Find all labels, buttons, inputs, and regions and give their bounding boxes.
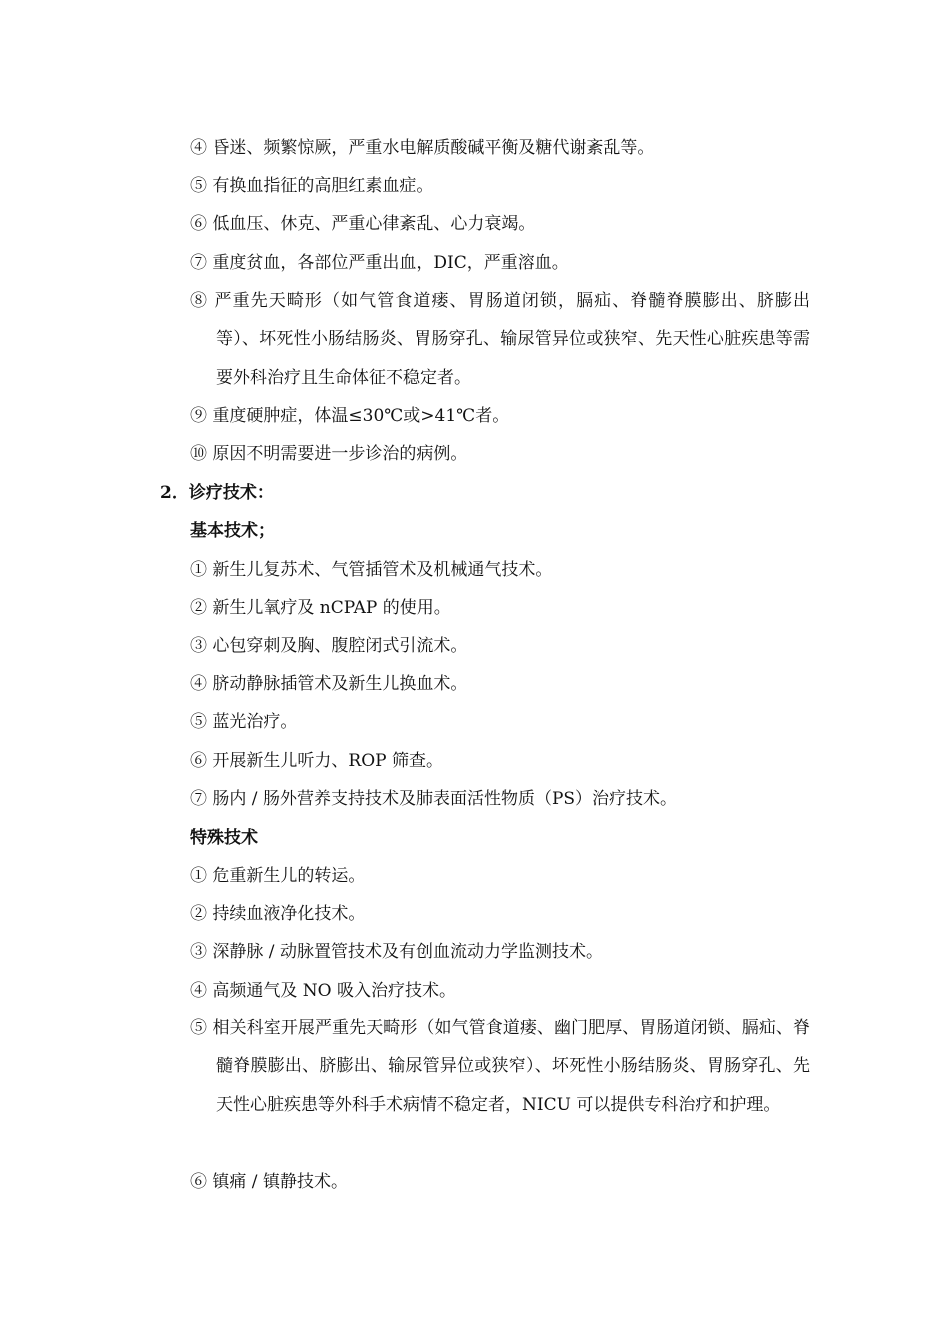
criteria-item-4: ④ 昏迷、频繁惊厥，严重水电解质酸碱平衡及糖代谢紊乱等。 — [190, 138, 655, 158]
basic-item-1: ① 新生儿复苏术、气管插管术及机械通气技术。 — [190, 560, 553, 580]
criteria-item-10: ⑩ 原因不明需要进一步诊治的病例。 — [190, 444, 468, 464]
basic-item-4: ④ 脐动静脉插管术及新生儿换血术。 — [190, 674, 468, 694]
basic-heading: 基本技术； — [190, 521, 275, 541]
section-title: 2．诊疗技术： — [160, 483, 274, 503]
special-item-3: ③ 深静脉 / 动脉置管技术及有创血流动力学监测技术。 — [190, 942, 603, 962]
basic-item-2: ② 新生儿氧疗及 nCPAP 的使用。 — [190, 598, 451, 618]
basic-item-5: ⑤ 蓝光治疗。 — [190, 712, 298, 732]
special-item-5-text: ⑤ 相关科室开展严重先天畸形（如气管食道瘘、幽门肥厚、胃肠道闭锁、膈疝、脊髓脊膜膨出、脐膨出、输尿管异位或狭窄）、坏死性小肠结肠炎、胃肠穿孔、先天性心脏疾患等外科手术病情不稳定者，NICU 可以提供专科治疗和护理。 — [190, 1018, 810, 1115]
criteria-item-8 — [190, 282, 810, 397]
special-item-6: ⑥ 镇痛 / 镇静技术。 — [190, 1172, 348, 1192]
special-heading: 特殊技术 — [190, 828, 258, 848]
criteria-item-9: ⑨ 重度硬肿症，体温≤30℃或>41℃者。 — [190, 406, 510, 426]
criteria-item-8-text: ⑧ 严重先天畸形（如气管食道瘘、胃肠道闭锁，膈疝、脊髓脊膜膨出、脐膨出等）、坏死性小肠结肠炎、胃肠穿孔、输尿管异位或狭窄、先天性心脏疾患等需要外科治疗且生命体征不稳定者。 — [190, 291, 810, 388]
basic-item-3: ③ 心包穿刺及胸、腹腔闭式引流术。 — [190, 636, 468, 656]
criteria-item-6: ⑥ 低血压、休克、严重心律紊乱、心力衰竭。 — [190, 214, 536, 234]
criteria-item-7: ⑦ 重度贫血，各部位严重出血，DIC，严重溶血。 — [190, 253, 569, 273]
criteria-item-5: ⑤ 有换血指征的高胆红素血症。 — [190, 176, 434, 196]
basic-item-6: ⑥ 开展新生儿听力、ROP 筛查。 — [190, 751, 443, 771]
special-item-4: ④ 高频通气及 NO 吸入治疗技术。 — [190, 981, 457, 1001]
special-item-2: ② 持续血液净化技术。 — [190, 904, 366, 924]
special-item-1: ① 危重新生儿的转运。 — [190, 866, 366, 886]
special-item-5 — [190, 1009, 810, 1124]
basic-item-7: ⑦ 肠内 / 肠外营养支持技术及肺表面活性物质（PS）治疗技术。 — [190, 789, 678, 809]
